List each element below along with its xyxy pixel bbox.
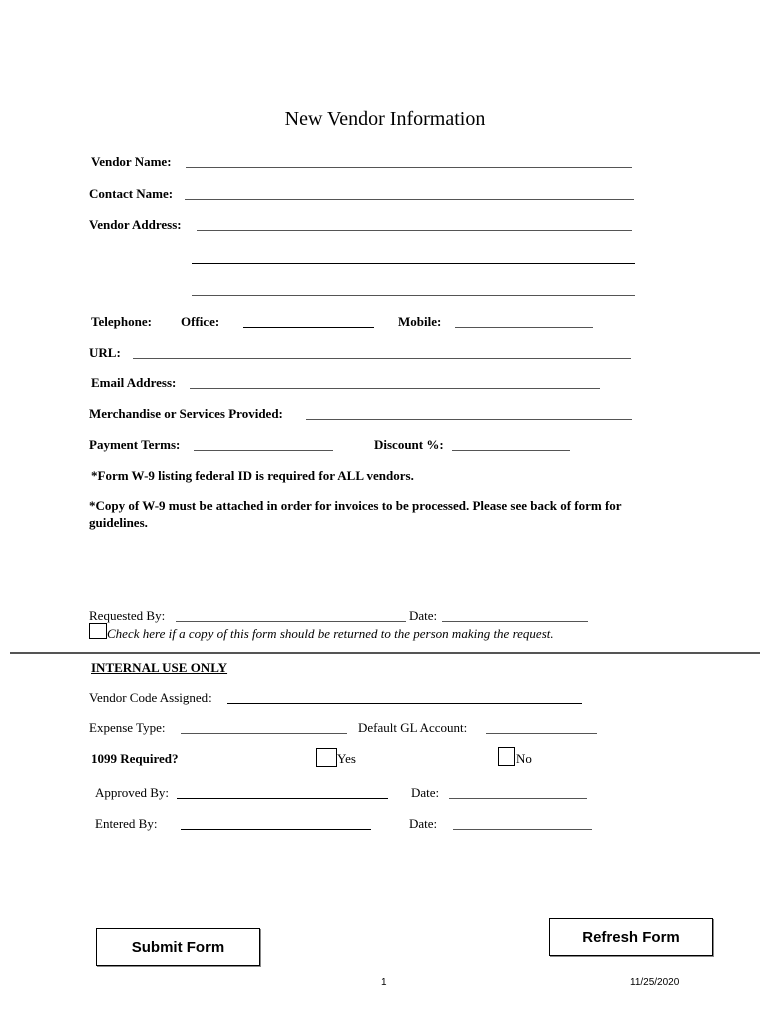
request-date-label: Date:	[409, 608, 438, 623]
internal-use-heading: INTERNAL USE ONLY	[91, 660, 228, 675]
return-copy-checkbox[interactable]	[89, 623, 107, 639]
office-label: Office:	[181, 314, 220, 329]
default-gl-field[interactable]	[486, 719, 597, 734]
form-title: New Vendor Information	[284, 108, 486, 130]
vendor-address-line3-field[interactable]	[192, 281, 635, 296]
w9-copy-note-line1: *Copy of W-9 must be attached in order for invoices to be processed. Please see back of form for	[89, 498, 622, 513]
contact-name-field[interactable]	[185, 185, 634, 200]
approved-date-field[interactable]	[449, 784, 587, 799]
vendor-address-label: Vendor Address:	[89, 217, 182, 232]
vendor-address-line2-field[interactable]	[192, 249, 635, 264]
telephone-label: Telephone:	[91, 314, 152, 329]
approved-date-label: Date:	[411, 785, 440, 800]
approved-by-field[interactable]	[177, 784, 388, 799]
section-divider	[10, 652, 760, 654]
approved-by-label: Approved By:	[95, 785, 170, 800]
default-gl-label: Default GL Account:	[358, 720, 468, 735]
merchandise-field[interactable]	[306, 405, 632, 420]
payment-terms-field[interactable]	[194, 436, 333, 451]
merchandise-label: Merchandise or Services Provided:	[89, 406, 283, 421]
form-date: 11/25/2020	[630, 977, 680, 988]
url-label: URL:	[89, 345, 121, 360]
1099-required-label: 1099 Required?	[91, 751, 179, 766]
entered-by-label: Entered By:	[95, 816, 158, 831]
mobile-phone-field[interactable]	[455, 313, 593, 328]
payment-terms-label: Payment Terms:	[89, 437, 181, 452]
vendor-code-label: Vendor Code Assigned:	[89, 690, 212, 705]
request-date-field[interactable]	[442, 607, 588, 622]
vendor-address-line1-field[interactable]	[197, 216, 632, 231]
email-field[interactable]	[190, 374, 600, 389]
requested-by-field[interactable]	[176, 607, 406, 622]
return-copy-label: Check here if a copy of this form should be returned to the person making the request.	[107, 626, 554, 641]
email-label: Email Address:	[91, 375, 177, 390]
vendor-name-field[interactable]	[186, 153, 632, 168]
1099-yes-label: Yes	[337, 751, 356, 766]
url-field[interactable]	[133, 344, 631, 359]
1099-no-label: No	[516, 751, 532, 766]
page-number: 1	[381, 977, 387, 988]
entered-date-field[interactable]	[453, 815, 592, 830]
w9-required-note: *Form W-9 listing federal ID is required for ALL vendors.	[91, 468, 414, 483]
contact-name-label: Contact Name:	[89, 186, 174, 201]
w9-copy-note-line2: guidelines.	[89, 515, 148, 530]
office-phone-field[interactable]	[243, 313, 374, 328]
expense-type-label: Expense Type:	[89, 720, 166, 735]
requested-by-label: Requested By:	[89, 608, 166, 623]
expense-type-field[interactable]	[181, 719, 347, 734]
vendor-code-field[interactable]	[227, 689, 582, 704]
discount-label: Discount %:	[374, 437, 444, 452]
1099-no-checkbox[interactable]	[498, 747, 515, 766]
vendor-name-label: Vendor Name:	[91, 154, 172, 169]
mobile-label: Mobile:	[398, 314, 442, 329]
discount-field[interactable]	[452, 436, 570, 451]
entered-date-label: Date:	[409, 816, 438, 831]
entered-by-field[interactable]	[181, 815, 371, 830]
1099-yes-checkbox[interactable]	[316, 748, 337, 767]
refresh-form-button[interactable]: Refresh Form	[549, 918, 713, 956]
submit-form-button[interactable]: Submit Form	[96, 928, 260, 966]
